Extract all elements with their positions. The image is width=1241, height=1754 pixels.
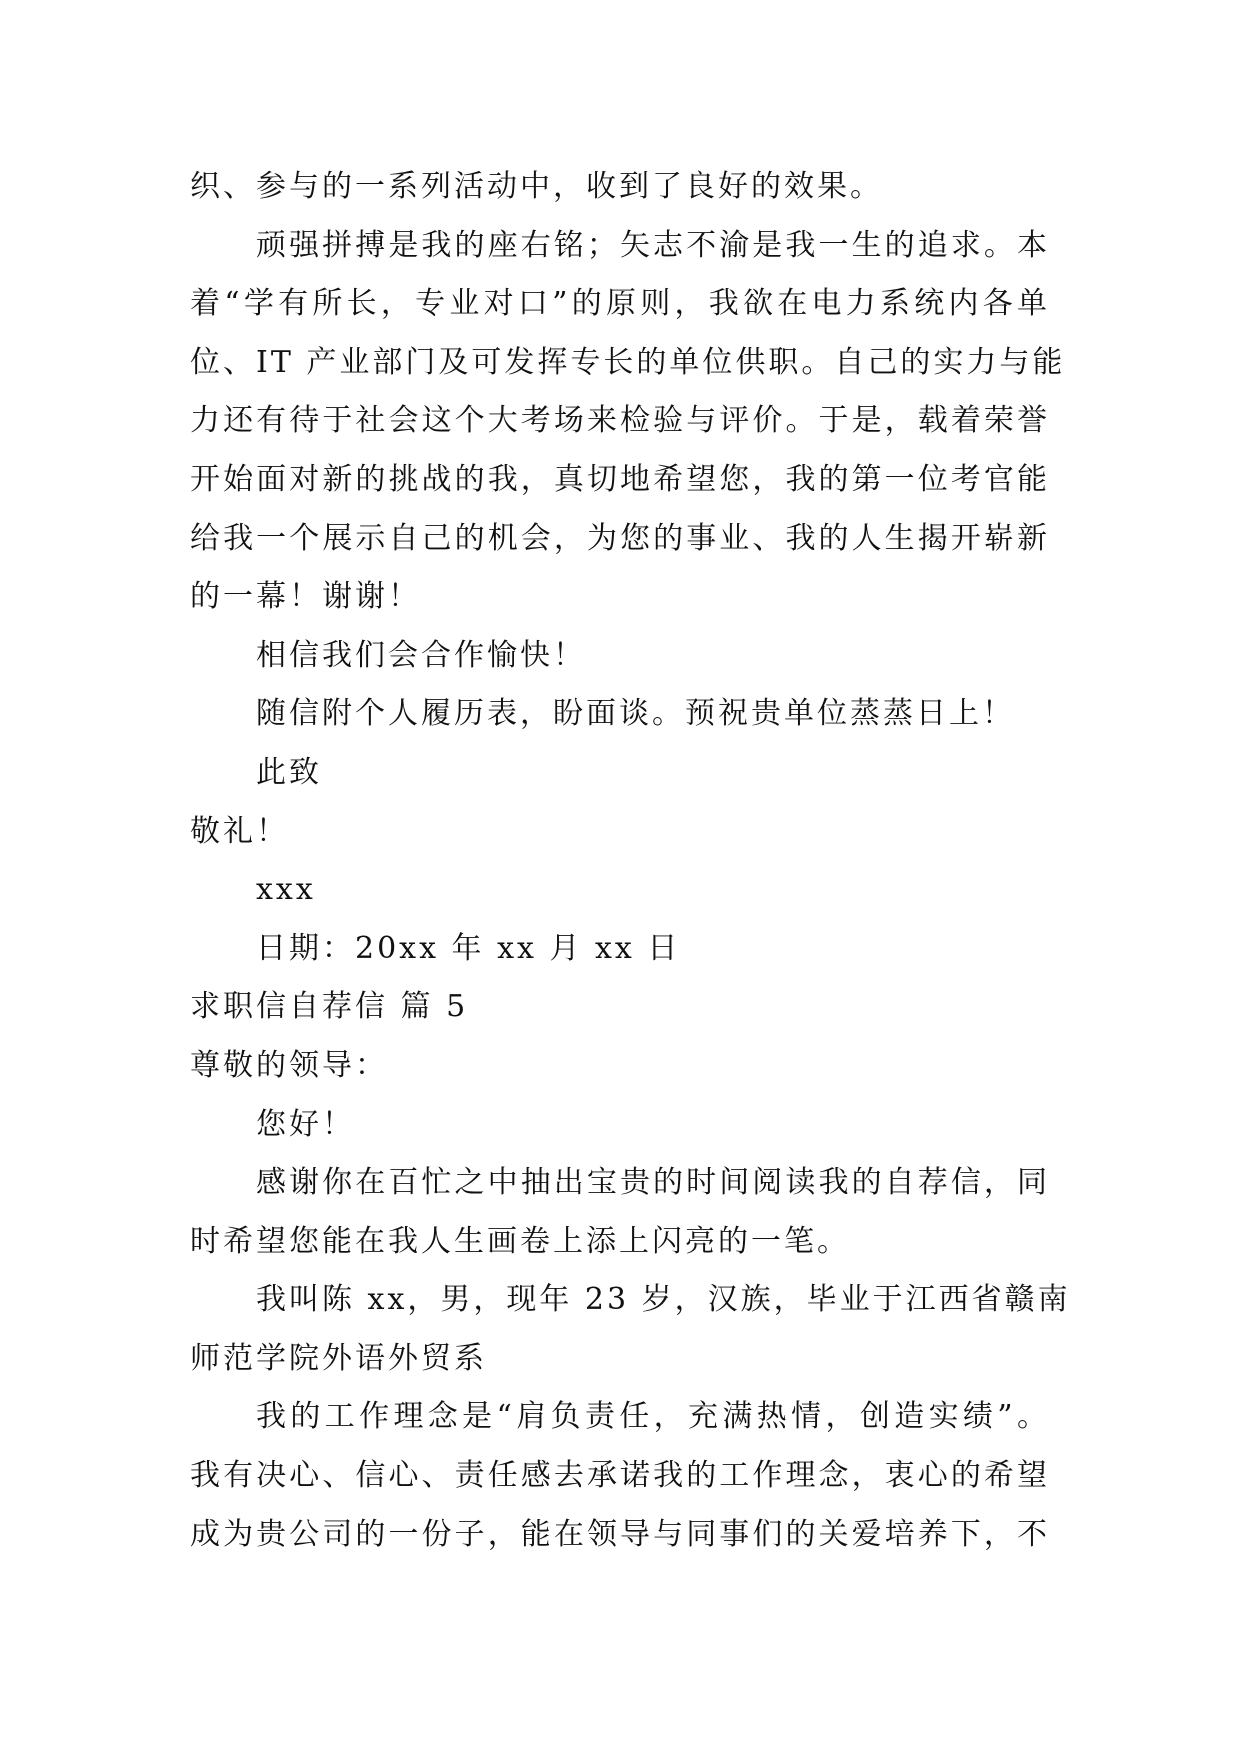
text-line: 开始面对新的挑战的我，真切地希望您，我的第一位考官能 [190,461,1050,497]
cooperation-line: 相信我们会合作愉快！ [256,637,586,673]
text-line: 师范学院外语外贸系 [190,1340,487,1376]
attachment-line: 随信附个人履历表，盼面谈。预祝贵单位蒸蒸日上！ [256,696,1015,732]
text-line: 着“学有所长，专业对口”的原则，我欲在电力系统内各单 [190,286,1050,322]
greeting-hello: 您好！ [256,1106,355,1142]
letter-body [190,158,1071,1564]
text-line: 的一幕！谢谢！ [190,579,421,615]
text-line: 成为贵公司的一份子，能在领导与同事们的关爱培养下，不 [190,1516,1050,1552]
text-line: 我叫陈 xx，男，现年 23 岁，汉族，毕业于江西省赣南 [256,1282,1071,1318]
closing-regards: 敬礼！ [190,813,289,849]
text-line: 力还有待于社会这个大考场来检验与评价。于是，载着荣誉 [190,403,1050,439]
text-line: 我的工作理念是“肩负责任，充满热情，创造实绩”。 [256,1399,1050,1435]
text-line: 位、IT 产业部门及可发挥专长的单位供职。自己的实力与能 [190,344,1066,380]
text-line: 感谢你在百忙之中抽出宝贵的时间阅读我的自荐信，同 [256,1165,1050,1201]
section-heading: 求职信自荐信 篇 5 [190,989,469,1025]
text-line: 织、参与的一系列活动中，收到了良好的效果。 [190,169,883,204]
signature-date: 日期：20xx 年 xx 月 xx 日 [256,930,681,966]
paragraph-motto-line: 顽强拼搏是我的座右铭；矢志不渝是我一生的追求。本 [256,227,1050,263]
text-line: 给我一个展示自己的机会，为您的事业、我的人生揭开崭新 [190,520,1050,556]
closing-salutation: 此致 [256,754,322,790]
text-line: 时希望您能在我人生画卷上添上闪亮的一笔。 [190,1223,850,1259]
signature-name: xxx [256,872,316,908]
text-line: 我有决心、信心、责任感去承诺我的工作理念，衷心的希望 [190,1458,1050,1494]
greeting-recipient: 尊敬的领导： [190,1047,388,1083]
